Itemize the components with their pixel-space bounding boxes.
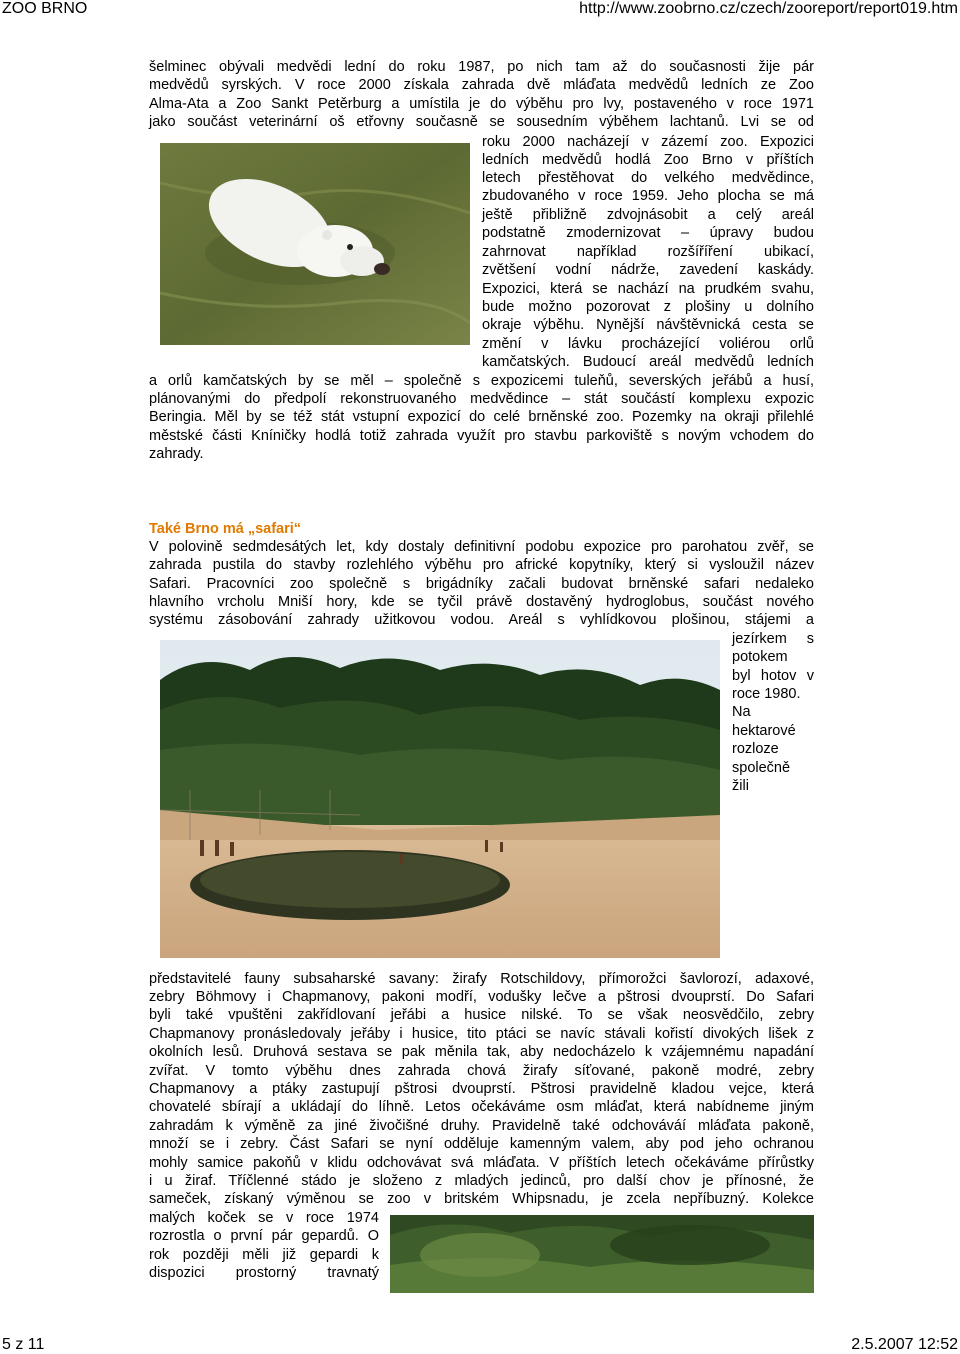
page-header [0, 0, 960, 20]
text-line: množí se i zebry. Část Safari se nyní odděluje kamenným valem, aby pod jeho ochranou [149, 1136, 814, 1152]
text-line: Beringia. Měl by se též stát vstupní expozicí do celé brněnské zoo. Pozemky na okraji přilehlé [149, 409, 814, 425]
text-line: rok později měli již gepardi k [149, 1247, 379, 1263]
text-line: podstatně zmodernizovat – úpravy budou [482, 225, 814, 241]
text-line: Chapmanovy a ptáky zastupují pštrosi dvouprstí. Pštrosi pravidelně kladou vejce, která [149, 1081, 814, 1097]
text-line: mohly samice pakoňů v klidu odchovávat svá mláďata. V příštích letech očekáváme přírůstky [149, 1155, 814, 1171]
page-counter: 5 z 11 [2, 1336, 45, 1353]
text-line: představitelé fauny subsaharské savany: žirafy Rotschildovy, přímorožci šavlorozí, adaxové, [149, 971, 814, 987]
text-line: společně [732, 760, 791, 776]
text-line: jako součást veterinární oš etřovny současně se sousedním výběhem lachtanů. Lvi se od [149, 114, 814, 130]
text-line: chovatelé sbírají a ukládají do líhně. Letos očekáváme osm mláďat, která nabídneme jiným [149, 1099, 814, 1115]
text-line: zahrady. [149, 446, 204, 462]
text-line: dispozici prostorný travnatý [149, 1265, 379, 1281]
text-line: zvětšení vodní nádrže, zavedení kaskády. [482, 262, 814, 278]
text-line: šelminec obývali medvědi lední do roku 1987, po nich tam až do současnosti žije pár [149, 59, 814, 75]
safari-landscape-photo [160, 640, 720, 958]
text-line: medvědů syrských. V roce 2000 získala zahrada dvě mláďata medvědů ledních ze Zoo [149, 77, 814, 93]
text-line: hlavního vrcholu Mniší hory, kde se tyčil právě dostavěný hydroglobus, součást nového [149, 594, 814, 610]
print-timestamp: 2.5.2007 12:52 [851, 1336, 958, 1353]
text-line: zahrnovat například rozšíříření ubikací, [482, 244, 814, 260]
text-line: potokem [732, 649, 788, 665]
text-line: zvířat. V tomto výběhu dnes zahrada chová žirafy síťované, pakoně modré, zebry [149, 1063, 814, 1079]
text-line: bude možno pozorovat z plošiny u dolního [482, 299, 814, 315]
text-line: byli také vpuštěni zakřídlovaní jeřábi a husice nilské. To se však neosvědčilo, zebry [149, 1007, 814, 1023]
text-line: systému zásobování zahrady užitkovou vodou. Areál s vyhlídkovou plošinou, stájemi a [149, 612, 814, 628]
text-line: roce 1980. [732, 686, 801, 702]
text-line: roku 2000 nacházejí v zázemí zoo. Expozici [482, 134, 814, 150]
text-line: změní v lávku procházející voliérou orlů [482, 336, 814, 352]
section-heading: Také Brno má „safari“ [149, 521, 302, 537]
page-footer [0, 1336, 960, 1354]
text-line: a orlů kamčatských by se měl – společně s expozicemi tuleňů, severských jeřábů a husí, [149, 373, 814, 389]
text-line: rozrostla o první pár gepardů. O [149, 1228, 379, 1244]
text-line: kamčatských. Budoucí areál medvědů ledních [482, 354, 814, 370]
text-line: sameček, získaný výměnou se zoo v britském Whipsnadu, je zcela nepříbuzný. Kolekce [149, 1191, 814, 1207]
text-line: jezírkem s [732, 631, 814, 647]
text-line: zebry Böhmovy i Chapmanovy, pakoni modří, vodušky lečve a pštrosi dvouprstí. Do Safari [149, 989, 814, 1005]
polar-bear-photo [160, 143, 470, 345]
text-line: i u žiraf. Tříčlenné stádo je složeno z mladých jedinců, pro další chov je přínosné, že [149, 1173, 814, 1189]
text-line: V polovině sedmdesátých let, kdy dostaly definitivní podobu expozice pro parohatou zvěř, se [149, 539, 814, 555]
text-line: plánovanými do předpolí rekonstruovaného medvědince – stát součástí komplexu expozic [149, 391, 814, 407]
header-url: http://www.zoobrno.cz/czech/zooreport/report019.htm [579, 0, 958, 17]
cheetah-photo [390, 1215, 814, 1293]
text-line: hektarové [732, 723, 796, 739]
text-line: zahradám k výměně za jiné živočišné druhy. Pravidelně také odchováváí mláďata pakoně, [149, 1118, 814, 1134]
text-line: ledních medvědů hodlá Zoo Brno v příštích [482, 152, 814, 168]
text-line: Chapmanovy pronásledovaly jeřáby i husice, tito ptáci se navíc stávali kořistí divokých lišek z [149, 1026, 814, 1042]
text-line: žili [732, 778, 749, 794]
text-line: okraje výběhu. Nynější návštěvnická cesta se [482, 317, 814, 333]
text-line: Expozici, která se nachází na prudkém svahu, [482, 281, 814, 297]
text-line: zbudovaného v roce 1959. Jeho plocha se má [482, 188, 814, 204]
text-line: Safari. Pracovníci zoo společně s brigádníky začali budovat brněnské safari nedaleko [149, 576, 814, 592]
text-line: letech přestěhovat do velkého medvědince, [482, 170, 814, 186]
text-line: byl hotov v [732, 668, 814, 684]
text-line: Alma-Ata a Zoo Sankt Petěrburg a umístila je do výběhu pro lvy, postaveného v roce 1971 [149, 96, 814, 112]
text-line: rozloze [732, 741, 779, 757]
text-line: městské části Kníničky hodlá totiž zahrada využít pro stavbu parkoviště s novým vchodem do [149, 428, 814, 444]
text-line: zahrada pustila do stavby rozlehlého výběhu pro africké kopytníky, který si vysloužil název [149, 557, 814, 573]
text-line: ještě přibližně zdvojnásobit a celý areál [482, 207, 814, 223]
text-line: malých koček se v roce 1974 [149, 1210, 379, 1226]
header-site-name: ZOO BRNO [2, 0, 88, 17]
text-line: okolních lesů. Druhová sestava se pak měnila tak, aby nedocházelo k vzájemnému napadání [149, 1044, 814, 1060]
text-line: Na [732, 704, 751, 720]
